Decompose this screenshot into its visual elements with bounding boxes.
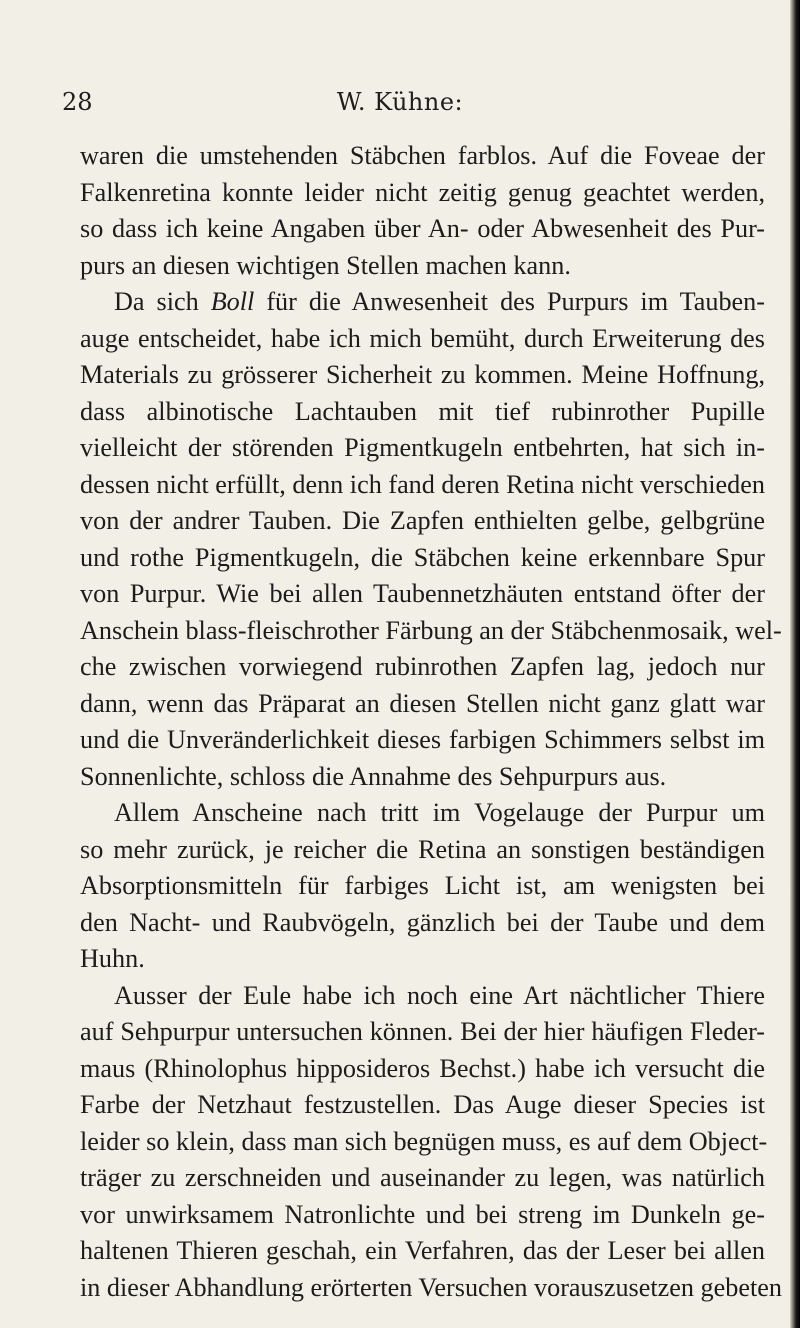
text-line: Materials zu grösserer Sicherheit zu kommen. Meine Hoffnung, <box>80 360 765 389</box>
page-header <box>0 88 800 128</box>
text-fragment: für die Anwesenheit des Purpurs im Tauben- <box>254 287 765 316</box>
text-line: träger zu zerschneiden und auseinander zu legen, was natürlich <box>80 1163 765 1192</box>
text-line: in dieser Abhandlung erörterten Versuchen vorauszusetzen gebeten <box>80 1272 782 1302</box>
text-line: von Purpur. Wie bei allen Taubennetzhäuten entstand öfter der <box>80 579 765 608</box>
body-text <box>80 138 782 1306</box>
text-line: Ausser der Eule habe ich noch eine Art nächtlicher Thiere <box>114 980 765 1010</box>
page-edge <box>790 0 800 1328</box>
text-line: vor unwirksamem Natronlichte und bei streng im Dunkeln ge- <box>80 1199 765 1229</box>
text-line: auf Sehpurpur untersuchen können. Bei der hier häufigen Fleder- <box>80 1017 765 1046</box>
text-line: dass albinotische Lachtauben mit tief rubinrother Pupille <box>80 396 765 426</box>
text-line: Falkenretina konnte leider nicht zeitig genug geachtet werden, <box>80 177 765 207</box>
text-line: auge entscheidet, habe ich mich bemüht, durch Erweiterung des <box>80 323 765 353</box>
text-line: leider so klein, dass man sich begnügen muss, es auf dem Object- <box>80 1126 768 1156</box>
text-line: Farbe der Netzhaut festzustellen. Das Auge dieser Species ist <box>80 1090 765 1119</box>
text-line: dessen nicht erfüllt, denn ich fand deren Retina nicht verschieden <box>80 469 765 499</box>
text-line: haltenen Thieren geschah, ein Verfahren, das der Leser bei allen <box>80 1236 765 1265</box>
text-line: waren die umstehenden Stäbchen farblos. Auf die Foveae der <box>80 141 765 170</box>
text-line: Absorptionsmitteln für farbiges Licht ist, am wenigsten bei <box>80 871 765 900</box>
running-title: W. Kühne: <box>336 88 464 116</box>
text-line: von der andrer Tauben. Die Zapfen enthielten gelbe, gelbgrüne <box>80 506 765 535</box>
text-line: so mehr zurück, je reicher die Retina an sonstigen beständigen <box>80 834 765 864</box>
text-line: Huhn. <box>80 944 145 973</box>
text-line: purs an diesen wichtigen Stellen machen kann. <box>80 250 571 280</box>
text-line: den Nacht- und Raubvögeln, gänzlich bei der Taube und dem <box>80 907 765 937</box>
text-line: und die Unveränderlichkeit dieses farbigen Schimmers selbst im <box>80 725 765 754</box>
text-fragment: Da sich <box>114 287 211 316</box>
text-line: so dass ich keine Angaben über An- oder Abwesenheit des Pur- <box>80 214 765 243</box>
text-line: vielleicht der störenden Pigmentkugeln entbehrten, hat sich in- <box>80 433 765 462</box>
text-line: Sonnenlichte, schloss die Annahme des Sehpurpurs aus. <box>80 761 667 791</box>
text-line <box>80 284 765 321</box>
author-name: Boll <box>210 287 255 316</box>
text-line: Allem Anscheine nach tritt im Vogelauge der Purpur um <box>114 798 765 827</box>
page-number: 28 <box>62 88 93 116</box>
text-line: maus (Rhinolophus hipposideros Bechst.) habe ich versucht die <box>80 1053 765 1083</box>
text-line: Anschein blass-fleischrother Färbung an der Stäbchenmosaik, wel- <box>80 615 782 645</box>
text-line: dann, wenn das Präparat an diesen Stellen nicht ganz glatt war <box>80 688 765 718</box>
text-line: che zwischen vorwiegend rubinrothen Zapfen lag, jedoch nur <box>80 652 765 681</box>
text-line: und rothe Pigmentkugeln, die Stäbchen keine erkennbare Spur <box>80 542 765 572</box>
